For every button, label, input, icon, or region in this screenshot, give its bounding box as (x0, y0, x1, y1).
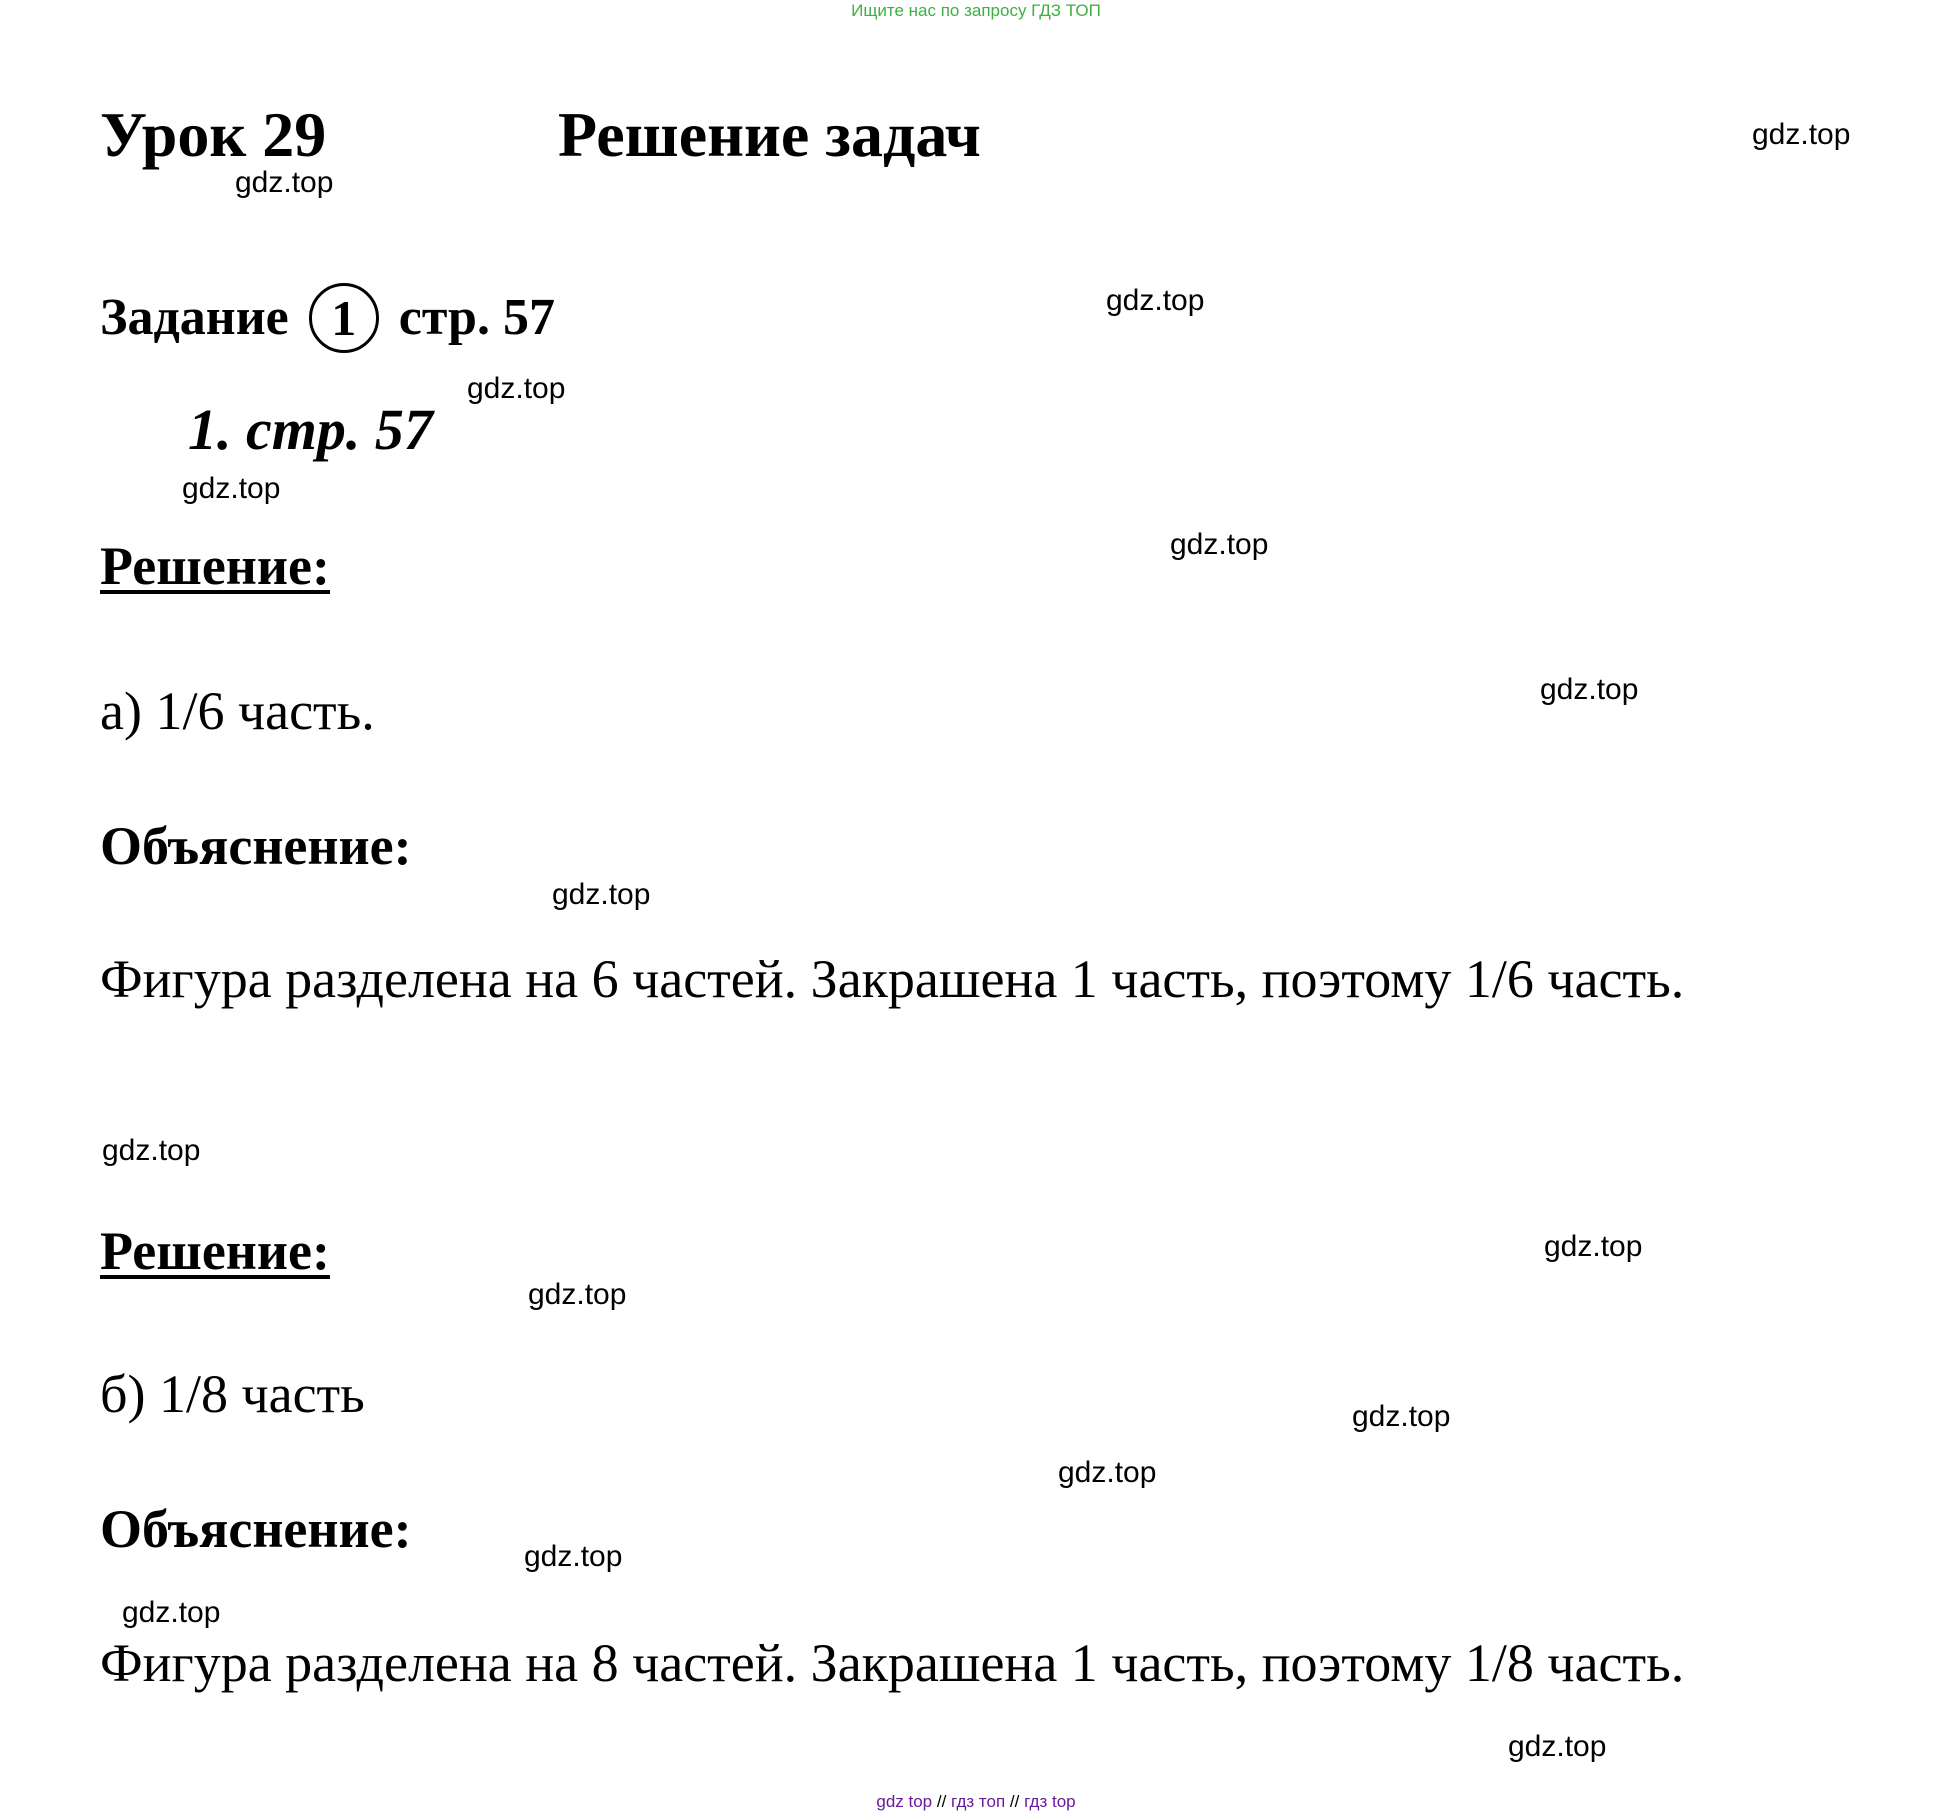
sub-heading: 1. стр. 57 (188, 397, 433, 462)
watermark: gdz.top (467, 372, 566, 405)
footer-link-2[interactable]: гдз топ (951, 1792, 1006, 1811)
answer-a: а) 1/6 часть. (100, 681, 375, 741)
watermark: gdz.top (528, 1278, 627, 1311)
footer-link-3[interactable]: гдз top (1024, 1792, 1076, 1811)
solution-heading-b: Решение: (100, 1221, 330, 1281)
footer-separator: // (936, 1792, 947, 1811)
search-banner (0, 0, 1952, 22)
watermark: gdz.top (1352, 1400, 1451, 1433)
watermark: gdz.top (1170, 528, 1269, 561)
watermark: gdz.top (102, 1134, 201, 1167)
search-banner-text: Ищите нас по запросу ГДЗ ТОП (851, 1, 1101, 20)
footer-link-1[interactable]: gdz top (876, 1792, 933, 1811)
watermark: gdz.top (1106, 284, 1205, 317)
watermark: gdz.top (122, 1596, 221, 1629)
watermark: gdz.top (552, 878, 651, 911)
task-number: 1 (331, 290, 357, 346)
watermark: gdz.top (182, 472, 281, 505)
explanation-heading-a: Объяснение: (100, 816, 412, 876)
watermark: gdz.top (235, 166, 334, 199)
footer-links (0, 1791, 1952, 1813)
watermark: gdz.top (1540, 673, 1639, 706)
watermark: gdz.top (1058, 1456, 1157, 1489)
watermark: gdz.top (524, 1540, 623, 1573)
lesson-title: Решение задач (558, 99, 981, 170)
task-prefix: Задание (100, 289, 289, 346)
explanation-heading-b: Объяснение: (100, 1499, 412, 1559)
watermark: gdz.top (1508, 1730, 1607, 1763)
watermark: gdz.top (1752, 118, 1851, 151)
explanation-text-a: Фигура разделена на 6 частей. Закрашена 1 часть, поэтому 1/6 часть. (100, 949, 1685, 1009)
answer-b: б) 1/8 часть (100, 1364, 365, 1424)
task-heading (100, 283, 555, 353)
task-page: стр. 57 (398, 289, 555, 346)
watermark: gdz.top (1544, 1230, 1643, 1263)
explanation-text-b: Фигура разделена на 8 частей. Закрашена 1 часть, поэтому 1/8 часть. (100, 1633, 1685, 1693)
solution-heading-a: Решение: (100, 536, 330, 596)
footer-separator: // (1009, 1792, 1020, 1811)
task-number-circle (309, 283, 379, 353)
lesson-number: Урок 29 (100, 99, 327, 170)
